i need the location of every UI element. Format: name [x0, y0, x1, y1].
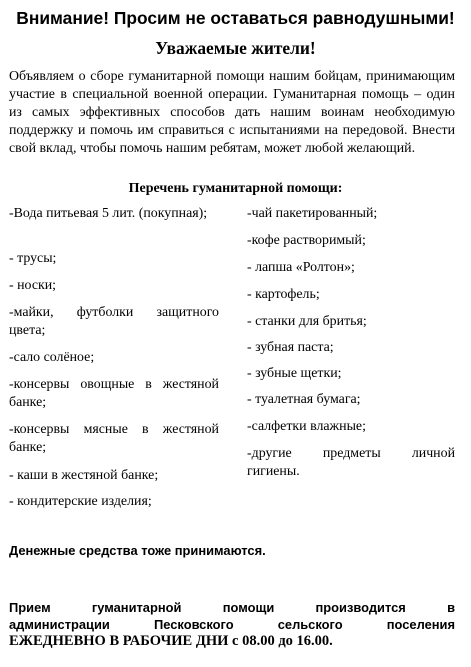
list-item: -другие предметы личной гигиены. [247, 446, 455, 479]
list-item: -салфетки влажные; [247, 419, 366, 434]
list-item: - кондитерские изделия; [9, 494, 152, 509]
intro-paragraph: Объявляем о сборе гуманитарной помощи нашим бойцам, принимающим участие в специальной военной операции. Гуманитарная помощь – один из самых эффективных способов дать нашим воинам необходимую поддержку и помочь им справиться с испытаниями на передовой. Внести свой вклад, чтобы помочь нашим ребятам, может любой желающий. [9, 69, 455, 156]
list-item: - носки; [9, 278, 57, 293]
notice-title: Внимание! Просим не оставаться равнодушными! [16, 8, 455, 28]
reception-line: администрации Песковского сельского поселения [9, 617, 455, 632]
list-item: -сало солёное; [9, 350, 95, 365]
money-note: Денежные средства тоже принимаются. [9, 543, 266, 558]
list-item: - туалетная бумага; [247, 392, 361, 407]
list-item: -майки, футболки защитного цвета; [9, 305, 219, 338]
reception-hours: ЕЖЕДНЕВНО В РАБОЧИЕ ДНИ с 08.00 до 16.00. [9, 633, 333, 649]
list-item: - картофель; [247, 287, 320, 302]
list-item: - трусы; [9, 251, 57, 266]
list-item: - зубные щетки; [247, 366, 342, 381]
reception-line: Прием гуманитарной помощи производится в [9, 600, 455, 615]
list-item: - зубная паста; [247, 340, 334, 355]
greeting-heading: Уважаемые жители! [155, 38, 316, 58]
list-item: -чай пакетированный; [247, 206, 378, 221]
list-item: -консервы овощные в жестяной банке; [9, 377, 219, 410]
list-item: -кофе растворимый; [247, 233, 366, 248]
reception-notice [9, 599, 455, 650]
list-item: - станки для бритья; [247, 314, 367, 329]
list-item: - лапша «Ролтон»; [247, 260, 355, 275]
list-item: - каши в жестяной банке; [9, 468, 159, 483]
aid-list-heading: Перечень гуманитарной помощи: [128, 181, 343, 196]
list-item: -Вода питьевая 5 лит. (покупная); [9, 206, 208, 221]
list-item: -консервы мясные в жестяной банке; [9, 422, 219, 455]
